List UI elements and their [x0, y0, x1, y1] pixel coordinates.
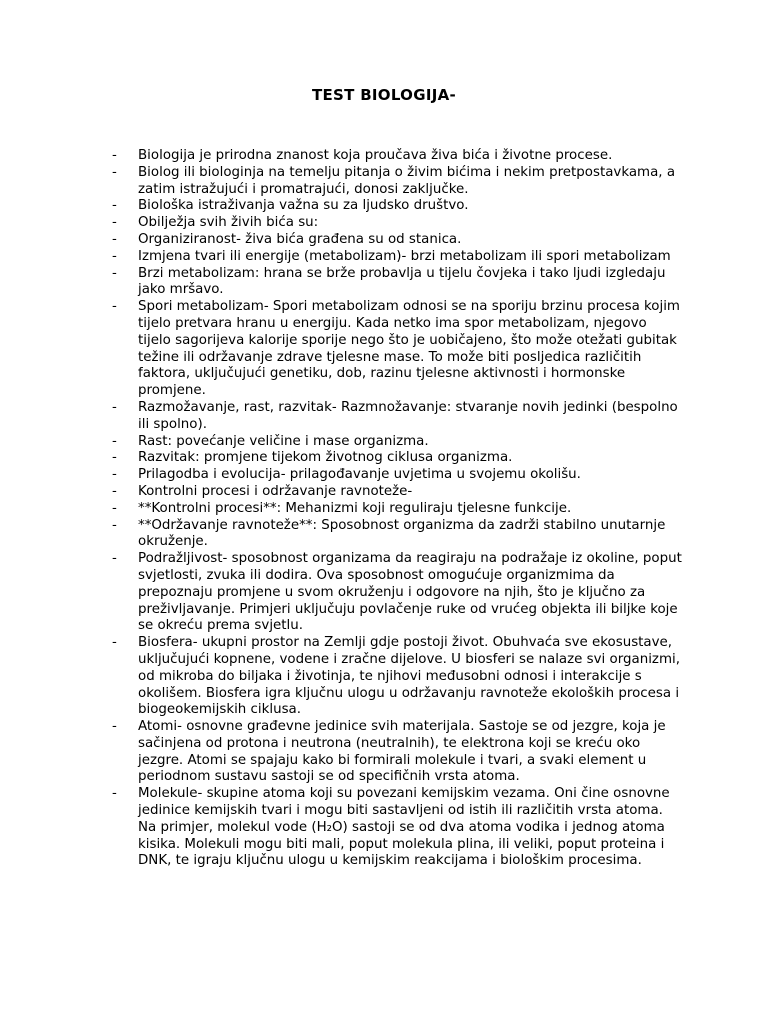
bullet-dash: -: [112, 551, 117, 567]
list-item-text: Biologija je prirodna znanost koja proučava živa bića i životne procese.: [138, 148, 613, 163]
list-item-text: Molekule- skupine atoma koji su povezani kemijskim vezama. Oni čine osnovne jedinice kemijskih tvari i mogu biti sastavljeni od istih ili različitih vrsta atoma. Na primjer, molekul vode (H₂O) sastoji se od dva atoma vodika i jednog atoma kisika. Molekuli mogu biti mali, poput molekula plina, ili veliki, poput proteina i DNK, te igraju ključnu ulogu u kemijskim reakcijama i biološkim procesima.: [138, 786, 670, 869]
bullet-dash: -: [112, 148, 117, 163]
list-item-text: Biosfera- ukupni prostor na Zemlji gdje postoji život. Obuhvaća sve ekosustave, uključujući kopnene, vodene i zračne dijelove. U biosferi se nalaze svi organizmi, od mikroba do biljaka i životinja, te njihovi međusobni odnosi i interakcije s okolišem. Biosfera igra ključnu ulogu u održavanju ravnoteže ekoloških procesa i biogeokemijskih ciklusa.: [138, 635, 680, 718]
bullet-dash: -: [112, 198, 117, 214]
list-item: [112, 299, 682, 400]
list-item: [112, 484, 682, 501]
list-item: [112, 198, 682, 215]
list-item-text: Biolog ili biologinja na temelju pitanja o živim bićima i nekim pretpostavkama, a zatim istražujući i promatrajući, donosi zaključke.: [138, 164, 676, 197]
list-item-text: Prilagodba i evolucija- prilagođavanje uvjetima u svojemu okolišu.: [138, 467, 581, 483]
title-text: TEST BIOLOGIJA-: [311, 86, 457, 104]
bullet-dash: -: [112, 215, 117, 231]
list-item-text: Kontrolni procesi i održavanje ravnoteže-: [138, 483, 413, 499]
list-item: [112, 400, 682, 434]
bullet-dash: -: [112, 433, 117, 449]
document-title: [0, 86, 768, 104]
bullet-dash: -: [112, 164, 117, 180]
list-item: [112, 249, 682, 266]
bullet-dash: -: [112, 500, 117, 516]
list-item: [112, 635, 682, 719]
list-item: [112, 148, 682, 165]
bullet-dash: -: [112, 635, 117, 651]
bullet-dash: -: [112, 399, 117, 415]
list-item-text: Podražljivost- sposobnost organizama da reagiraju na podražaje iz okoline, poput svjetlosti, zvuka ili dodira. Ova sposobnost omogućuje organizmima da prepoznaju promjene u svom okruženju i odgovore na njih, što je ključno za preživljavanje. Primjeri uključuju povlačenje ruke od vrućeg objekta ili biljke koje se okreću prema svjetlu.: [138, 551, 682, 634]
list-item-text: Atomi- osnovne građevne jedinice svih materijala. Sastoje se od jezgre, koja je sačinjena od protona i neutrona (neutralnih), te elektrona koji se kreću oko jezgre. Atomi se spajaju kako bi formirali molekule i tvari, a svaki element u periodnom sustavu sastoji se od specifičnih vrsta atoma.: [138, 719, 666, 785]
list-item-text: Rast: povećanje veličine i mase organizma.: [138, 433, 429, 449]
list-item-text: Obilježja svih živih bića su:: [138, 215, 319, 231]
bullet-dash: -: [112, 231, 117, 247]
list-item-text: Brzi metabolizam: hrana se brže probavlja u tijelu čovjeka i tako ljudi izgledaju jako mršavo.: [138, 265, 666, 298]
list-item-text: Biološka istraživanja važna su za ljudsko društvo.: [138, 198, 469, 214]
bullet-dash: -: [112, 467, 117, 483]
bullet-list: [112, 148, 682, 870]
bullet-dash: -: [112, 248, 117, 264]
bullet-dash: -: [112, 265, 117, 281]
list-item-text: **Održavanje ravnoteže**: Sposobnost organizma da zadrži stabilno unutarnje okruženje.: [138, 517, 666, 550]
list-item: [112, 434, 682, 451]
list-item-text: **Kontrolni procesi**: Mehanizmi koji reguliraju tjelesne funkcije.: [138, 500, 572, 516]
list-item: [112, 232, 682, 249]
bullet-dash: -: [112, 483, 117, 499]
list-item: [112, 518, 682, 552]
list-item: [112, 467, 682, 484]
list-item-text: Izmjena tvari ili energije (metabolizam)- brzi metabolizam ili spori metabolizam: [138, 248, 671, 264]
list-item: [112, 501, 682, 518]
list-item: [112, 551, 682, 635]
list-item-text: Razmožavanje, rast, razvitak- Razmnožavanje: stvaranje novih jedinki (bespolno ili spolno).: [138, 399, 678, 432]
list-item: [112, 215, 682, 232]
list-item: [112, 165, 682, 199]
list-item: [112, 786, 682, 870]
bullet-dash: -: [112, 786, 117, 802]
list-item-text: Organiziranost- živa bića građena su od stanica.: [138, 231, 462, 247]
list-item: [112, 450, 682, 467]
list-item-text: Razvitak: promjene tijekom životnog ciklusa organizma.: [138, 450, 513, 466]
bullet-dash: -: [112, 517, 117, 533]
list-item: [112, 266, 682, 300]
bullet-dash: -: [112, 450, 117, 466]
list-item: [112, 719, 682, 786]
list-item-text: Spori metabolizam- Spori metabolizam odnosi se na sporiju brzinu procesa kojim tijelo pretvara hranu u energiju. Kada netko ima spor metabolizam, njegovo tijelo sagorijeva kalorije sporije nego što je uobičajeno, što može otežati gubitak težine ili održavanje zdrave tjelesne mase. To može biti posljedica različitih faktora, uključujući genetiku, dob, razinu tjelesne aktivnosti i hormonske promjene.: [138, 299, 680, 399]
bullet-dash: -: [112, 719, 117, 735]
bullet-dash: -: [112, 299, 117, 315]
